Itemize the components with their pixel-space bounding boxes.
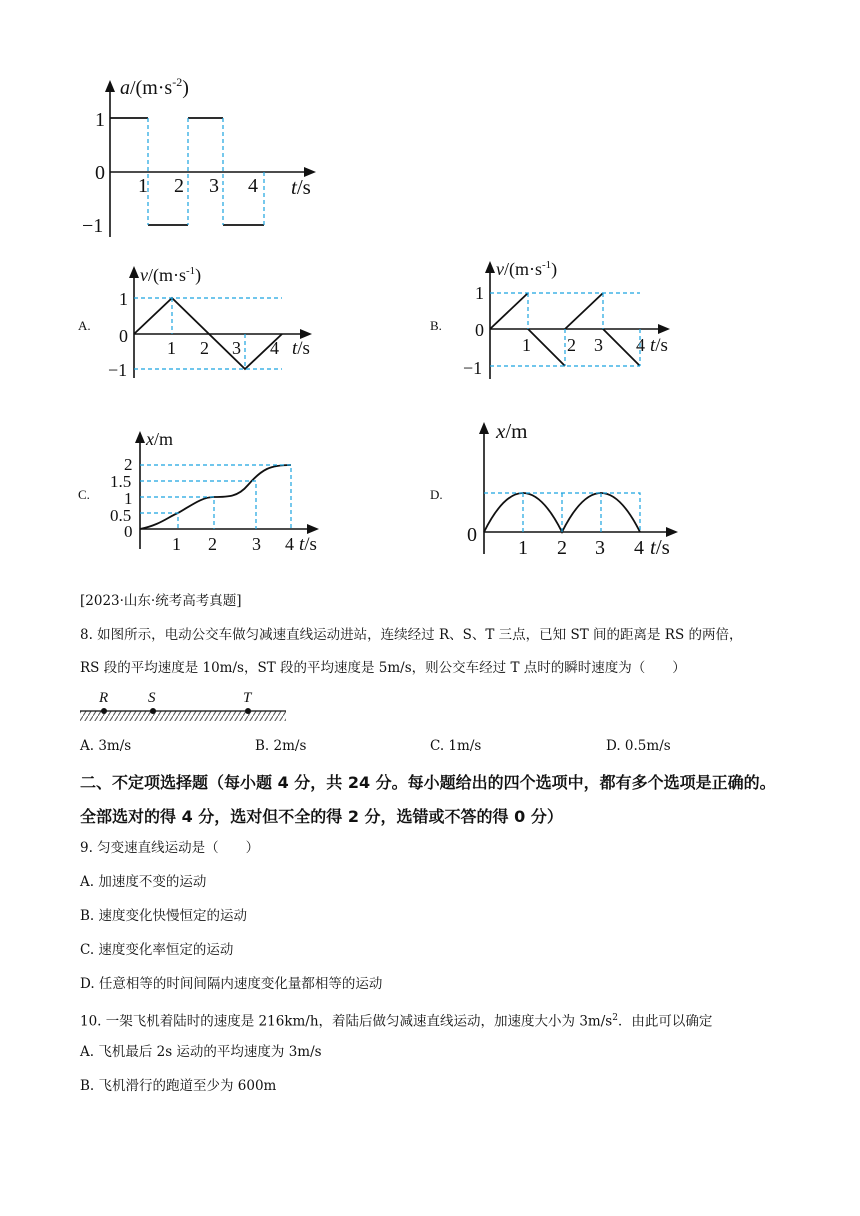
x-label-unit: /s: [297, 338, 310, 359]
option-a-velocity-graph[interactable]: [108, 262, 328, 384]
option-d-displacement-graph[interactable]: [460, 414, 690, 560]
y-tick-1: 1: [124, 489, 133, 508]
svg-text:v/(m·s-1): [140, 265, 201, 286]
y-label-var: v: [140, 265, 148, 285]
y-label-var: x: [496, 419, 506, 443]
y-tick-neg1: −1: [108, 360, 128, 380]
q10-stem: [80, 1008, 712, 1032]
x-tick-2: 2: [208, 534, 217, 554]
y-label-unit: /m: [505, 419, 528, 443]
x-tick-3: 3: [595, 537, 605, 559]
y-tick-0: 0: [119, 326, 128, 346]
point-r-marker: [101, 708, 107, 714]
displacement-curve: [484, 493, 640, 532]
x-label-unit: /s: [304, 534, 317, 555]
x-tick-3: 3: [232, 338, 241, 358]
svg-text:t/s: [650, 535, 670, 559]
q8-choice-a[interactable]: A. 3m/s: [80, 738, 132, 754]
x-label-var: t: [299, 534, 305, 555]
y-tick-neg1: −1: [463, 358, 483, 378]
q10-stem-main: 10. 一架飞机着陆时的速度是 216km/h，着陆后做匀减速直线运动，加速度大小为 3m/s: [80, 1013, 613, 1030]
x-tick-3: 3: [209, 175, 219, 197]
q9-choice-b[interactable]: B. 速度变化快慢恒定的运动: [80, 908, 248, 924]
svg-text:t/s: [299, 534, 317, 555]
ground-hatch: [80, 711, 286, 721]
x-tick-4: 4: [270, 338, 279, 358]
q8-stem-line1: 8. 如图所示，电动公交车做匀减速直线运动进站，连续经过 R、S、T 三点，已知 ST 间的距离是 RS 的两倍，: [80, 627, 743, 643]
y-tick-0: 0: [475, 320, 484, 340]
svg-text:x/m: [495, 419, 528, 443]
y-label-exp: -1: [542, 259, 552, 271]
x-axis-arrow: [658, 324, 670, 334]
x-axis-arrow: [307, 524, 319, 534]
y-axis-arrow: [479, 422, 489, 434]
q8-road-figure: [78, 684, 290, 726]
q9-choice-a[interactable]: A. 加速度不变的运动: [80, 874, 207, 890]
q8-choice-d[interactable]: D. 0.5m/s: [606, 738, 671, 754]
x-label-unit: /s: [655, 335, 668, 356]
q10-choice-b[interactable]: B. 飞机滑行的跑道至少为 600m: [80, 1078, 277, 1094]
y-label-close: ): [551, 259, 558, 279]
x-tick-4: 4: [634, 537, 644, 559]
y-tick-neg1: −1: [82, 215, 104, 237]
y-label-exp: -2: [172, 75, 183, 89]
x-tick-2: 2: [174, 175, 184, 197]
x-label-var: t: [650, 535, 656, 559]
y-label-unit: /(m·s: [148, 265, 186, 285]
x-label-unit: /s: [655, 535, 670, 559]
y-tick-0: 0: [95, 162, 105, 184]
y-tick-1: 1: [95, 109, 105, 131]
source-tag: [2023·山东·统考高考真题]: [80, 593, 242, 609]
y-label-unit: /(m·s: [504, 259, 542, 279]
y-label-var: v: [496, 259, 504, 279]
q10-choice-a[interactable]: A. 飞机最后 2s 运动的平均速度为 3m/s: [80, 1044, 322, 1060]
svg-text:x/m: [145, 429, 173, 449]
x-label-var: t: [292, 338, 298, 359]
q8-stem-line2: RS 段的平均速度是 10m/s，ST 段的平均速度是 5m/s，则公交车经过 T 点时的瞬时速度为（ ）: [80, 660, 686, 676]
y-tick-1: 1: [475, 283, 484, 303]
svg-text:t/s: [650, 335, 668, 356]
x-tick-4: 4: [636, 335, 645, 355]
y-tick-0: 0: [467, 524, 477, 546]
x-tick-3: 3: [252, 534, 261, 554]
y-label-var: a: [120, 77, 130, 99]
x-tick-3: 3: [594, 335, 603, 355]
y-label-close: ): [182, 77, 189, 99]
x-tick-1: 1: [518, 537, 528, 559]
point-r-label: R: [99, 690, 109, 706]
y-tick-0-5: 0.5: [110, 506, 132, 525]
q8-choice-c[interactable]: C. 1m/s: [430, 738, 482, 754]
option-d-letter[interactable]: D.: [430, 487, 443, 502]
q9-choice-c[interactable]: C. 速度变化率恒定的运动: [80, 942, 234, 958]
x-tick-1: 1: [522, 335, 531, 355]
y-label-unit: /m: [154, 429, 174, 449]
point-s-marker: [150, 708, 156, 714]
option-a-letter[interactable]: A.: [78, 318, 91, 333]
point-t-label: T: [243, 690, 252, 706]
y-axis-arrow: [485, 261, 495, 273]
svg-text:a/(m·s-2): [120, 75, 189, 99]
x-tick-2: 2: [567, 335, 576, 355]
y-tick-1: 1: [119, 289, 128, 309]
y-tick-0: 0: [124, 522, 133, 541]
q8-choice-b[interactable]: B. 2m/s: [255, 738, 307, 754]
y-label-unit: /(m·s: [130, 77, 173, 99]
svg-text:v/(m·s-1): [496, 259, 557, 280]
x-label-var: t: [650, 335, 656, 356]
option-b-velocity-graph[interactable]: [458, 255, 688, 385]
q10-stem-sup: 2: [612, 1013, 618, 1023]
x-tick-1: 1: [167, 338, 176, 358]
x-tick-2: 2: [200, 338, 209, 358]
option-b-letter[interactable]: B.: [430, 318, 442, 333]
svg-text:t/s: [291, 175, 311, 199]
x-label-unit: /s: [296, 175, 311, 199]
option-c-letter[interactable]: C.: [78, 487, 90, 502]
x-tick-1: 1: [172, 534, 181, 554]
x-label-var: t: [291, 175, 297, 199]
section-2-heading: 二、不定项选择题（每小题 4 分，共 24 分。每小题给出的四个选项中，都有多个选项是正确的。全部选对的得 4 分，选对但不全的得 2 分，选错或不答的得 0 分）: [80, 773, 776, 826]
y-label-var: x: [146, 429, 154, 449]
point-s-label: S: [148, 690, 156, 706]
y-tick-1-5: 1.5: [110, 472, 132, 491]
acceleration-time-graph: [78, 72, 338, 247]
y-axis-arrow: [135, 431, 145, 443]
x-tick-2: 2: [557, 537, 567, 559]
q9-stem: 9. 匀变速直线运动是（ ）: [80, 840, 260, 856]
y-axis-arrow: [105, 80, 115, 92]
point-t-marker: [245, 708, 251, 714]
svg-text:t/s: [292, 338, 310, 359]
q9-choice-d[interactable]: D. 任意相等的时间间隔内速度变化量都相等的运动: [80, 976, 383, 992]
x-tick-1: 1: [138, 175, 148, 197]
x-tick-4: 4: [285, 534, 294, 554]
y-axis-arrow: [129, 266, 139, 278]
x-tick-4: 4: [248, 175, 258, 197]
q10-stem-tail: ．由此可以确定: [617, 1013, 713, 1030]
y-tick-2: 2: [124, 455, 133, 474]
y-label-close: ): [195, 265, 202, 285]
y-label-exp: -1: [186, 265, 196, 277]
option-c-displacement-graph[interactable]: [106, 425, 331, 555]
